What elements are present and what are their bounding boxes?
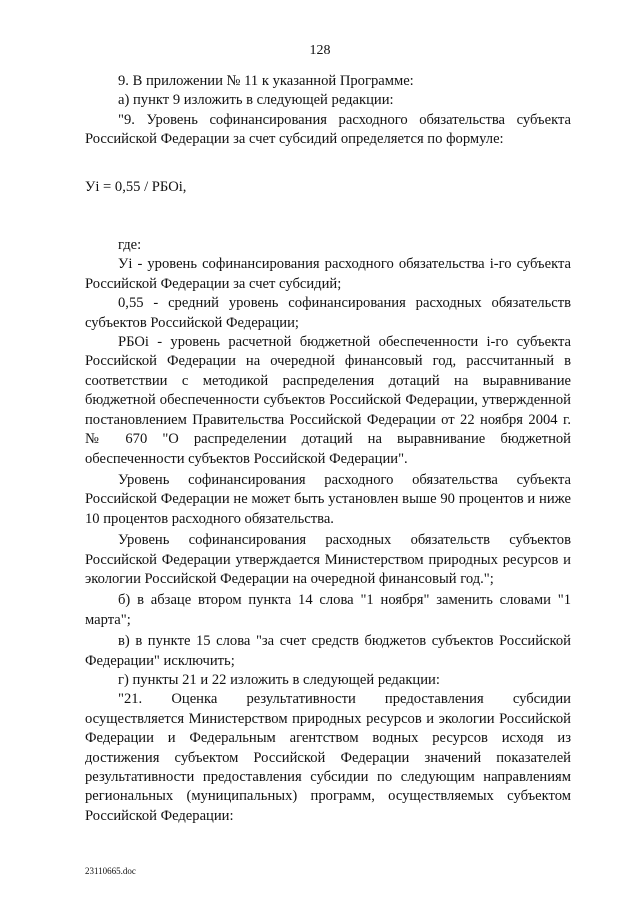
paragraph-subitem-g: г) пункты 21 и 22 изложить в следующей редакции: bbox=[118, 671, 440, 688]
definition-yi: Уi - уровень софинансирования расходного обязательства i-го субъекта Российской Федерации за счет субсидий; bbox=[85, 256, 571, 292]
paragraph-subitem-b: б) в абзаце втором пункта 14 слова "1 ноября" заменить словами "1 марта"; bbox=[85, 592, 571, 628]
paragraph-cofinancing-approval: Уровень софинансирования расходных обязательств субъектов Российской Федерации утверждается Министерством природных ресурсов и экологии Российской Федерации на очередной финансовый год."; bbox=[85, 532, 571, 587]
paragraph-where: где: bbox=[118, 237, 142, 254]
paragraph-item-9: 9. В приложении № 11 к указанной Программе: bbox=[118, 73, 414, 89]
page-number: 128 bbox=[309, 43, 331, 58]
formula: Уi = 0,55 / РБОi, bbox=[85, 178, 187, 195]
paragraph-subitem-v: в) в пункте 15 слова "за счет средств бюджетов субъектов Российской Федерации" исключить; bbox=[85, 633, 571, 669]
footer-file-code: 23110665.doc bbox=[85, 866, 136, 876]
paragraph-cofinancing-limits: Уровень софинансирования расходного обязательства субъекта Российской Федерации не может быть установлен выше 90 процентов и ниже 10 процентов расходного обязательства. bbox=[85, 471, 571, 527]
paragraph-point-21-text: "21. Оценка результативности предоставления субсидии осуществляется Министерством природных ресурсов и экологии Российской Федерации и Федеральным агентством водных ресурсов исходя из достижения субъектом Российской Федерации значений показателей результативности предоставления субсидии по следующим направлениям региональных (муниципальных) программ, осуществляемых субъектом Российской Федерации: bbox=[85, 691, 571, 824]
document-body bbox=[85, 72, 571, 826]
paragraph-point-9-text: "9. Уровень софинансирования расходного обязательства субъекта Российской Федерации за счет субсидий определяется по формуле: bbox=[85, 111, 571, 148]
definition-rboi: РБОi - уровень расчетной бюджетной обеспеченности i-го субъекта Российской Федерации на очередной финансовый год, рассчитанный в соответствии с методикой распределения дотаций на выравнивание бюджетной обеспеченности субъектов Российской Федерации, утвержденной постановлением Правительства Российской Федерации от 22 ноября 2004 г. № 670 "О распределении дотаций на выравнивание бюджетной обеспеченности субъектов Российской Федерации". bbox=[85, 334, 571, 467]
paragraph-subitem-a: а) пункт 9 изложить в следующей редакции: bbox=[118, 92, 394, 109]
definition-055: 0,55 - средний уровень софинансирования расходных обязательств субъектов Российской Федерации; bbox=[85, 295, 571, 331]
